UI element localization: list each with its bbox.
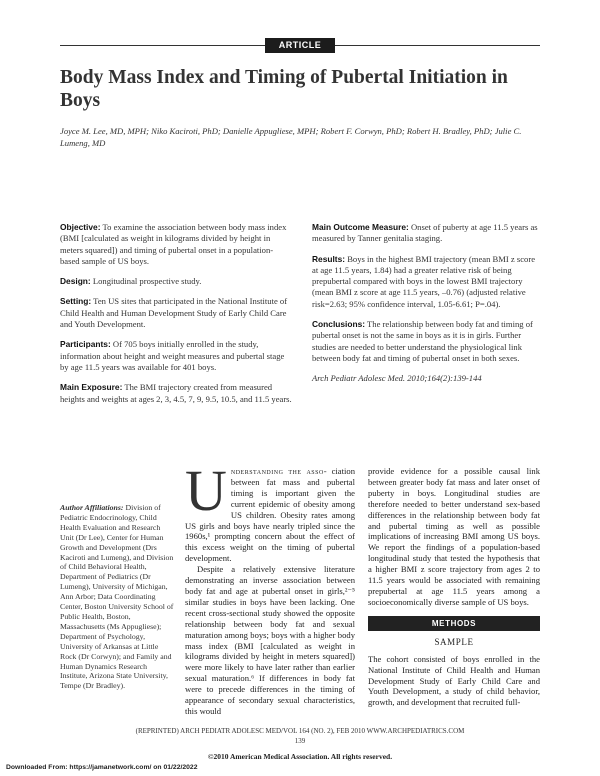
abstract-participants — [60, 339, 292, 373]
abstract-design — [60, 276, 292, 287]
affiliations-lead: Author Affiliations: — [60, 503, 124, 512]
abstract-heading: Objective: — [60, 222, 101, 232]
article-title: Body Mass Index and Timing of Pubertal Initiation in Boys — [60, 67, 508, 111]
abstract-text: Boys in the highest BMI trajectory (mean BMI z score at age 11.5 years, 1.84) had a greater relative risk of being prepubertal compared with boys in the lowest BMI trajectory (mean BMI z score at age 11.5 years, –0.76) (adjusted relative risk=2.63; 95% confidence interval, 1.05-6.61; P=.04). — [312, 253, 536, 309]
affiliations-text: Division of Pediatric Endocrinology, Child Health Evaluation and Research Unit (Dr Lee), Center for Human Growth and Development (Drs Kaciroti and Lumeng), and Division of Child Behavioral Health, Department of Pediatrics (Dr Lumeng), University of Michigan, Ann Arbor; Data Coordinating Center, Boston University School of Public Health, Boston, Massachusetts (Ms Appugliese); Department of Psychology, University of Arkansas at Little Rock (Dr Corwyn); and Family and Human Dynamics Research Institute, Arizona State University, Tempe (Dr Bradley). — [60, 503, 174, 691]
abstract-text: The BMI trajectory created from measured heights and weights at ages 2, 3, 4.5, 7, 9, 9.5, 10.5, and 11.5 years. — [60, 382, 292, 404]
body-paragraph: provide evidence for a possible causal link between greater body fat mass and later onset of puberty in boys. Longitudinal studies are therefore needed to better understand sex-based differences in the relationship between body fat and pubertal timing as well as possible implications of increasing BMI among US boys. We report the findings of a population-based longitudinal study that tested the hypothesis that a higher BMI z score trajectory from ages 2 to 11.5 years would be associated with remaining prepubertal at age 11.5 years among a socioeconomically diverse sample of US boys. — [368, 466, 540, 607]
abstract-heading: Setting: — [60, 296, 92, 307]
lead-in-caps: nderstanding the asso- — [230, 466, 328, 476]
abstract-text: Ten US sites that participated in the National Institute of Child Health and Human Development Study of Early Child Care and Youth Development. — [60, 296, 288, 330]
abstract-main-exposure — [60, 382, 292, 405]
copyright-notice: ©2010 American Medical Association. All rights reserved. — [207, 752, 393, 761]
citation: Arch Pediatr Adolesc Med. 2010;164(2):139-144 — [312, 373, 482, 384]
abstract-objective — [60, 222, 292, 267]
abstract-right-column — [312, 222, 540, 393]
sample-heading: SAMPLE — [434, 636, 474, 647]
abstract-main-outcome — [312, 222, 540, 245]
abstract-text: To examine the association between body mass index (BMI [calculated as weight in kilograms divided by height in meters squared]) and timing of pubertal onset in a population-based sample of US boys. — [60, 222, 287, 266]
abstract-results — [312, 254, 540, 310]
methods-heading: METHODS — [368, 616, 540, 631]
body-paragraph: The cohort consisted of boys enrolled in the National Institute of Child Health and Human Development Study of Early Child Care and Youth Development, a study of child behavior, growth, and development that recruited full- — [368, 653, 540, 708]
abstract-heading: Conclusions: — [312, 319, 366, 330]
page-number: 139 — [294, 737, 306, 745]
download-notice: Downloaded From: https://jamanetwork.com/ on 01/22/2022 — [6, 764, 198, 771]
section-badge: ARTICLE — [265, 38, 335, 53]
body-paragraph: Despite a relatively extensive literature demonstrating an inverse association between body fat and age at pubertal onset in girls,²⁻⁵ similar studies in boys have been lacking. One recent cross-sectional study showed the opposite relationship between body fat and sexual maturation among boys; boys with a higher body mass index (BMI [calculated as weight in kilograms divided by height in meters squared]) were more likely to have later rather than earlier sexual maturation.⁶ If differences in body fat were to precede differences in the timing of appearance of secondary sexual characteristics, this would — [185, 564, 355, 716]
abstract-text: The relationship between body fat and timing of pubertal onset is not the same in boys as it is in girls. Further studies are needed to better understand the physiological link between body fat and timing of pubertal onset in both sexes. — [312, 319, 533, 363]
abstract-heading: Design: — [60, 276, 91, 287]
abstract-heading: Results: — [312, 253, 346, 264]
abstract-setting — [60, 296, 292, 330]
abstract-heading: Main Exposure: — [60, 382, 123, 393]
author-list: Joyce M. Lee, MD, MPH; Niko Kaciroti, PhD; Danielle Appugliese, MPH; Robert F. Corwyn, PhD; Robert H. Bradley, PhD; Julie C. Lumeng, MD — [60, 126, 522, 148]
drop-cap: U — [185, 458, 227, 523]
journal-footer: (REPRINTED) ARCH PEDIATR ADOLESC MED/VOL 164 (NO. 2), FEB 2010 WWW.ARCHPEDIATRICS.COM — [135, 727, 465, 735]
abstract-conclusions — [312, 319, 540, 364]
abstract-text: Of 705 boys initially enrolled in the study, information about height and weight measures and pubertal stage by age 11.5 years was available for 401 boys. — [60, 339, 285, 372]
body-column-2 — [368, 466, 540, 708]
body-column-1 — [185, 458, 355, 717]
abstract-text: Onset of puberty at age 11.5 years as measured by Tanner genitalia staging. — [312, 222, 538, 244]
abstract-heading: Main Outcome Measure: — [312, 222, 409, 232]
abstract-heading: Participants: — [60, 339, 111, 350]
abstract-text: Longitudinal prospective study. — [92, 276, 202, 287]
body-text: ciation between fat mass and pubertal timing is important given the current epidemic of obesity among US children. Obesity rates among US girls and boys have nearly tripled since the 1960s,¹ prompting concern about the effect of this excess weight on the timing of pubertal development. — [185, 466, 355, 564]
abstract-left-column — [60, 222, 292, 414]
body-paragraph — [185, 458, 355, 564]
author-affiliations — [60, 503, 176, 691]
